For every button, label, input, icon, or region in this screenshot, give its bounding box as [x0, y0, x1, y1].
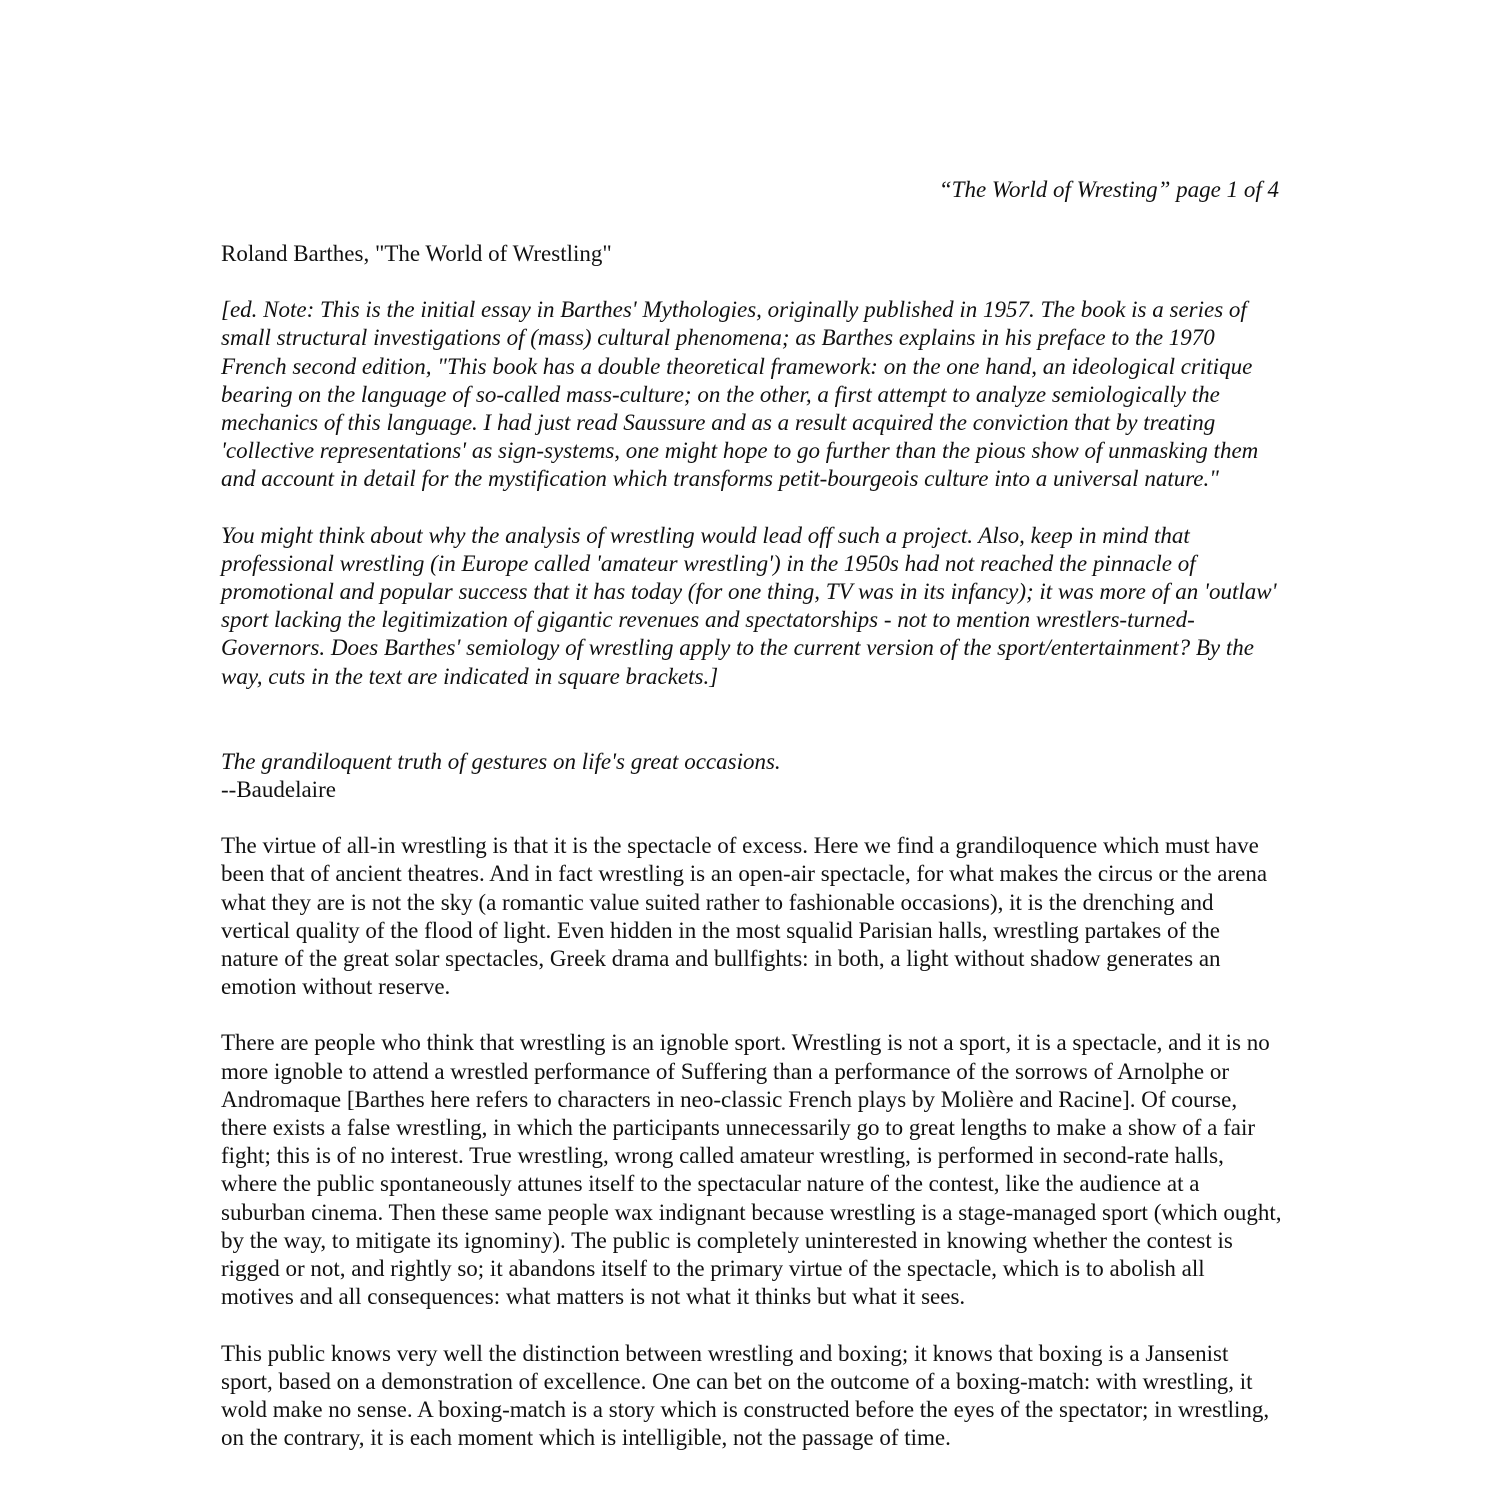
- body-paragraph: The virtue of all-in wrestling is that it is the spectacle of excess. Here we find a grandiloquence which must have been that of ancient theatres. And in fact wrestling is an open-air spectacle, for what makes the circus or the arena what they are is not the sky (a romantic value suited rather to fashionable occasions), it is the drenching and vertical quality of the flood of light. Even hidden in the most squalid Parisian halls, wrestling partakes of the nature of the great solar spectacles, Greek drama and bullfights: in both, a light without shadow generates an emotion without reserve.: [221, 833, 1268, 1000]
- editor-note-continued: You might think about why the analysis of wrestling would lead off such a project. Also, keep in mind that professional wrestling (in Europe called 'amateur wrestling') in the 1950s had not reached the pinnacle of promotional and popular success that it has today (for one thing, TV was in its infancy); it was more of an 'outlaw' sport lacking the legitimization of gigantic revenues and spectatorships - not to mention wrestlers-turned-Governors. Does Barthes' semiology of wrestling apply to the current version of the sport/entertainment? By the way, cuts in the text are indicated in square brackets.]: [221, 522, 1277, 689]
- document-title: Roland Barthes, "The World of Wrestling": [221, 241, 612, 266]
- epigraph-block: [221, 748, 1283, 804]
- body-paragraph: This public knows very well the distinction between wrestling and boxing; it knows that boxing is a Jansenist sport, based on a demonstration of excellence. One can bet on the outcome of a boxing-match: with wrestling, it wold make no sense. A boxing-match is a story which is constructed before the eyes of the spectator; in wrestling, on the contrary, it is each moment which is intelligible, not the passage of time.: [221, 1340, 1270, 1451]
- epigraph: The grandiloquent truth of gestures on life's great occasions.: [221, 748, 781, 774]
- epigraph-attribution: --Baudelaire: [221, 777, 336, 803]
- running-header: “The World of Wresting” page 1 of 4: [938, 177, 1279, 202]
- editor-note: [ed. Note: This is the initial essay in Barthes' Mythologies, originally published in 1957. The book is a series of small structural investigations of (mass) cultural phenomena; as Barthes explains in his preface to the 1970 French second edition, "This book has a double theoretical framework: on the one hand, an ideological critique bearing on the language of so-called mass-culture; on the other, a first attempt to analyze semiologically the mechanics of this language. I had just read Saussure and as a result acquired the conviction that by treating 'collective representations' as sign-systems, one might hope to go further than the pious show of unmasking them and account in detail for the mystification which transforms petit-bourgeois culture into a universal nature.": [221, 297, 1259, 492]
- document-body: [221, 240, 1283, 1452]
- body-paragraph: There are people who think that wrestling is an ignoble sport. Wrestling is not a sport, it is a spectacle, and it is no more ignoble to attend a wrestled performance of Suffering than a performance of the sorrows of Arnolphe or Andromaque [Barthes here refers to characters in neo-classic French plays by Molière and Racine]. Of course, there exists a false wrestling, in which the participants unnecessarily go to great lengths to make a show of a fair fight; this is of no interest. True wrestling, wrong called amateur wrestling, is performed in second-rate halls, where the public spontaneously attunes itself to the spectacular nature of the contest, like the audience at a suburban cinema. Then these same people wax indignant because wrestling is a stage-managed sport (which ought, by the way, to mitigate its ignominy). The public is completely uninterested in knowing whether the contest is rigged or not, and rightly so; it abandons itself to the primary virtue of the spectacle, which is to abolish all motives and all consequences: what matters is not what it thinks but what it sees.: [221, 1030, 1282, 1310]
